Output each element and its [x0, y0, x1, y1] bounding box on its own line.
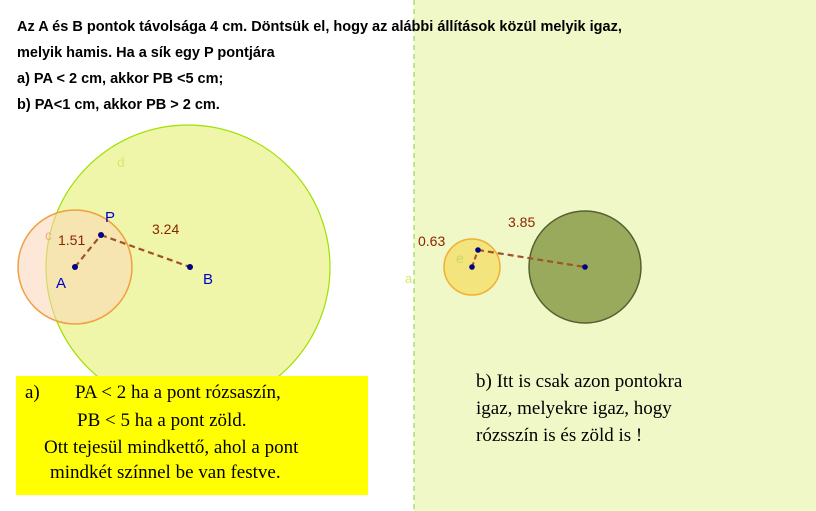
- problem-statement: [17, 14, 622, 118]
- pb-measure-label-right: 3.85: [508, 214, 536, 230]
- note-a-line-3: Ott tejesül mindkettő, ahol a pont: [44, 437, 299, 458]
- point-b: [187, 264, 193, 270]
- point-p: [98, 232, 104, 238]
- pb-measure-label: 3.24: [152, 221, 180, 237]
- note-b-line-1: b) Itt is csak azon pontokra: [476, 371, 683, 392]
- pa-measure-label: 1.51: [58, 232, 86, 248]
- circle-e-label: e: [456, 250, 464, 266]
- note-a-line-4: mindkét színnel be van festve.: [50, 462, 281, 483]
- point-p-right: [475, 247, 481, 253]
- point-a-label: A: [56, 275, 67, 292]
- problem-line-2: melyik hamis. Ha a sík egy P pontjára: [17, 45, 275, 61]
- point-a: [72, 264, 78, 270]
- note-b-line-3: rózsszín is és zöld is !: [476, 425, 643, 446]
- problem-line-3: a) PA < 2 cm, akkor PB <5 cm;: [17, 71, 224, 87]
- problem-line-4: b) PA<1 cm, akkor PB > 2 cm.: [17, 97, 220, 113]
- note-a-line-2: PB < 5 ha a pont zöld.: [77, 410, 247, 431]
- note-a-line-1: PA < 2 ha a pont rózsaszín,: [75, 382, 281, 403]
- problem-line-1: Az A és B pontok távolsága 4 cm. Döntsük el, hogy az alábbi állítások közül melyik igaz,: [17, 19, 622, 35]
- note-b-line-2: igaz, melyekre igaz, hogy: [476, 398, 672, 419]
- pa-measure-label-right: 0.63: [418, 233, 446, 249]
- note-a-box: [16, 376, 368, 495]
- point-p-label: P: [105, 209, 116, 226]
- note-b: [476, 368, 682, 449]
- point-a-right: [469, 264, 475, 270]
- circle-c-label: c: [45, 227, 52, 243]
- point-b-right: [582, 264, 588, 270]
- circle-d-label: d: [117, 154, 125, 170]
- note-a-prefix: a): [25, 382, 40, 403]
- point-b-label: B: [203, 271, 214, 288]
- divider-label: a: [405, 271, 413, 286]
